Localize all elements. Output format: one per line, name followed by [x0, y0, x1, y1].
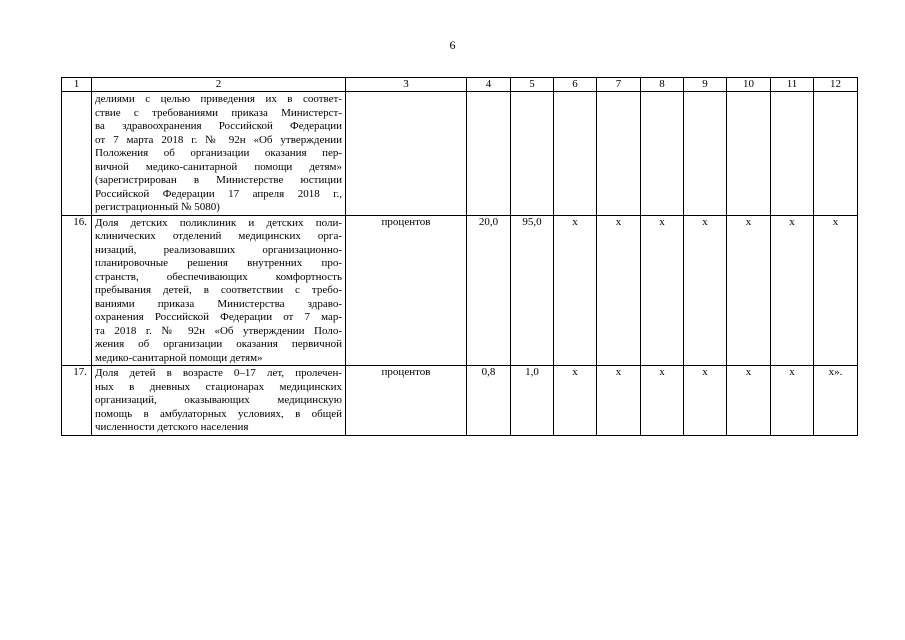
value-col-7	[597, 92, 641, 216]
description-line: ствие с требованиями приказа Министерст-	[95, 106, 342, 119]
row-number: 17.	[62, 366, 92, 436]
value-col-6: х	[554, 215, 597, 366]
column-header: 2	[92, 78, 346, 92]
unit-cell: процентов	[346, 215, 467, 366]
page-number: 6	[449, 38, 456, 52]
value-col-12: х».	[814, 366, 858, 436]
value-col-8	[641, 92, 684, 216]
description-line: странств, обеспечивающих комфортность	[95, 270, 342, 283]
description-line: пребывания детей, в соответствии с требо-	[95, 284, 342, 296]
column-header: 3	[346, 78, 467, 92]
row-number	[62, 92, 92, 216]
indicator-description	[92, 215, 346, 366]
description-line: численности детского населения	[95, 421, 249, 433]
description-line: ва здравоохранения Российской Федерации	[95, 120, 342, 132]
description-line: Российской Федерации 17 апреля 2018 г.,	[95, 187, 342, 200]
column-header: 6	[554, 78, 597, 92]
description-line: клинических отделений медицинских орга-	[95, 230, 342, 242]
description-line: организаций, оказывающих медицинскую	[95, 394, 342, 406]
value-col-11: х	[771, 215, 814, 366]
value-col-10	[727, 92, 771, 216]
value-col-6	[554, 92, 597, 216]
header-row	[62, 78, 858, 92]
table-row	[62, 366, 858, 436]
value-col-10: х	[727, 215, 771, 366]
value-col-7: х	[597, 215, 641, 366]
indicator-description	[92, 366, 346, 436]
indicator-description	[92, 92, 346, 216]
description-line: вичной медико-санитарной помощи детям»	[95, 160, 342, 173]
description-line: от 7 марта 2018 г. № 92н «Об утверждении	[95, 133, 342, 146]
value-col-5: 1,0	[511, 366, 554, 436]
description-line: жения об организации оказания первичной	[95, 338, 342, 350]
column-header: 1	[62, 78, 92, 92]
value-col-12	[814, 92, 858, 216]
description-line: та 2018 г. № 92н «Об утверждении Поло-	[95, 324, 342, 337]
column-header: 9	[684, 78, 727, 92]
column-header: 11	[771, 78, 814, 92]
row-number: 16.	[62, 215, 92, 366]
value-col-4	[467, 92, 511, 216]
value-col-11: х	[771, 366, 814, 436]
description-line: охранения Российской Федерации от 7 мар-	[95, 311, 342, 323]
description-line: Доля детских поликлиник и детских поли-	[95, 216, 342, 229]
description-line: низаций, реализовавших организационно-	[95, 243, 342, 256]
description-line: делиями с целью приведения их в соответ-	[95, 93, 342, 105]
description-line: Положения об организации оказания пер-	[95, 147, 342, 159]
column-header: 8	[641, 78, 684, 92]
value-col-12: х	[814, 215, 858, 366]
description-line: медико-санитарной помощи детям»	[95, 351, 263, 364]
description-line: ваниями приказа Министерства здраво-	[95, 297, 342, 310]
value-col-4: 0,8	[467, 366, 511, 436]
value-col-8: х	[641, 366, 684, 436]
description-line: планировочные решения внутренних про-	[95, 257, 342, 269]
unit-cell: процентов	[346, 366, 467, 436]
value-col-9	[684, 92, 727, 216]
column-header: 12	[814, 78, 858, 92]
unit-cell	[346, 92, 467, 216]
column-header: 5	[511, 78, 554, 92]
description-line: помощь в амбулаторных условиях, в общей	[95, 407, 342, 420]
value-col-9: х	[684, 366, 727, 436]
column-header: 7	[597, 78, 641, 92]
description-line: Доля детей в возрасте 0–17 лет, пролечен-	[95, 367, 342, 379]
indicators-table	[61, 77, 858, 436]
column-header: 4	[467, 78, 511, 92]
value-col-5: 95,0	[511, 215, 554, 366]
description-line: регистрационный № 5080)	[95, 201, 220, 213]
table-row	[62, 215, 858, 366]
value-col-9: х	[684, 215, 727, 366]
value-col-11	[771, 92, 814, 216]
description-line: (зарегистрирован в Министерстве юстиции	[95, 174, 342, 186]
description-line: ных в дневных стационарах медицинских	[95, 380, 342, 393]
value-col-10: х	[727, 366, 771, 436]
column-header: 10	[727, 78, 771, 92]
table-row	[62, 92, 858, 216]
value-col-5	[511, 92, 554, 216]
value-col-7: х	[597, 366, 641, 436]
value-col-8: х	[641, 215, 684, 366]
value-col-6: х	[554, 366, 597, 436]
value-col-4: 20,0	[467, 215, 511, 366]
